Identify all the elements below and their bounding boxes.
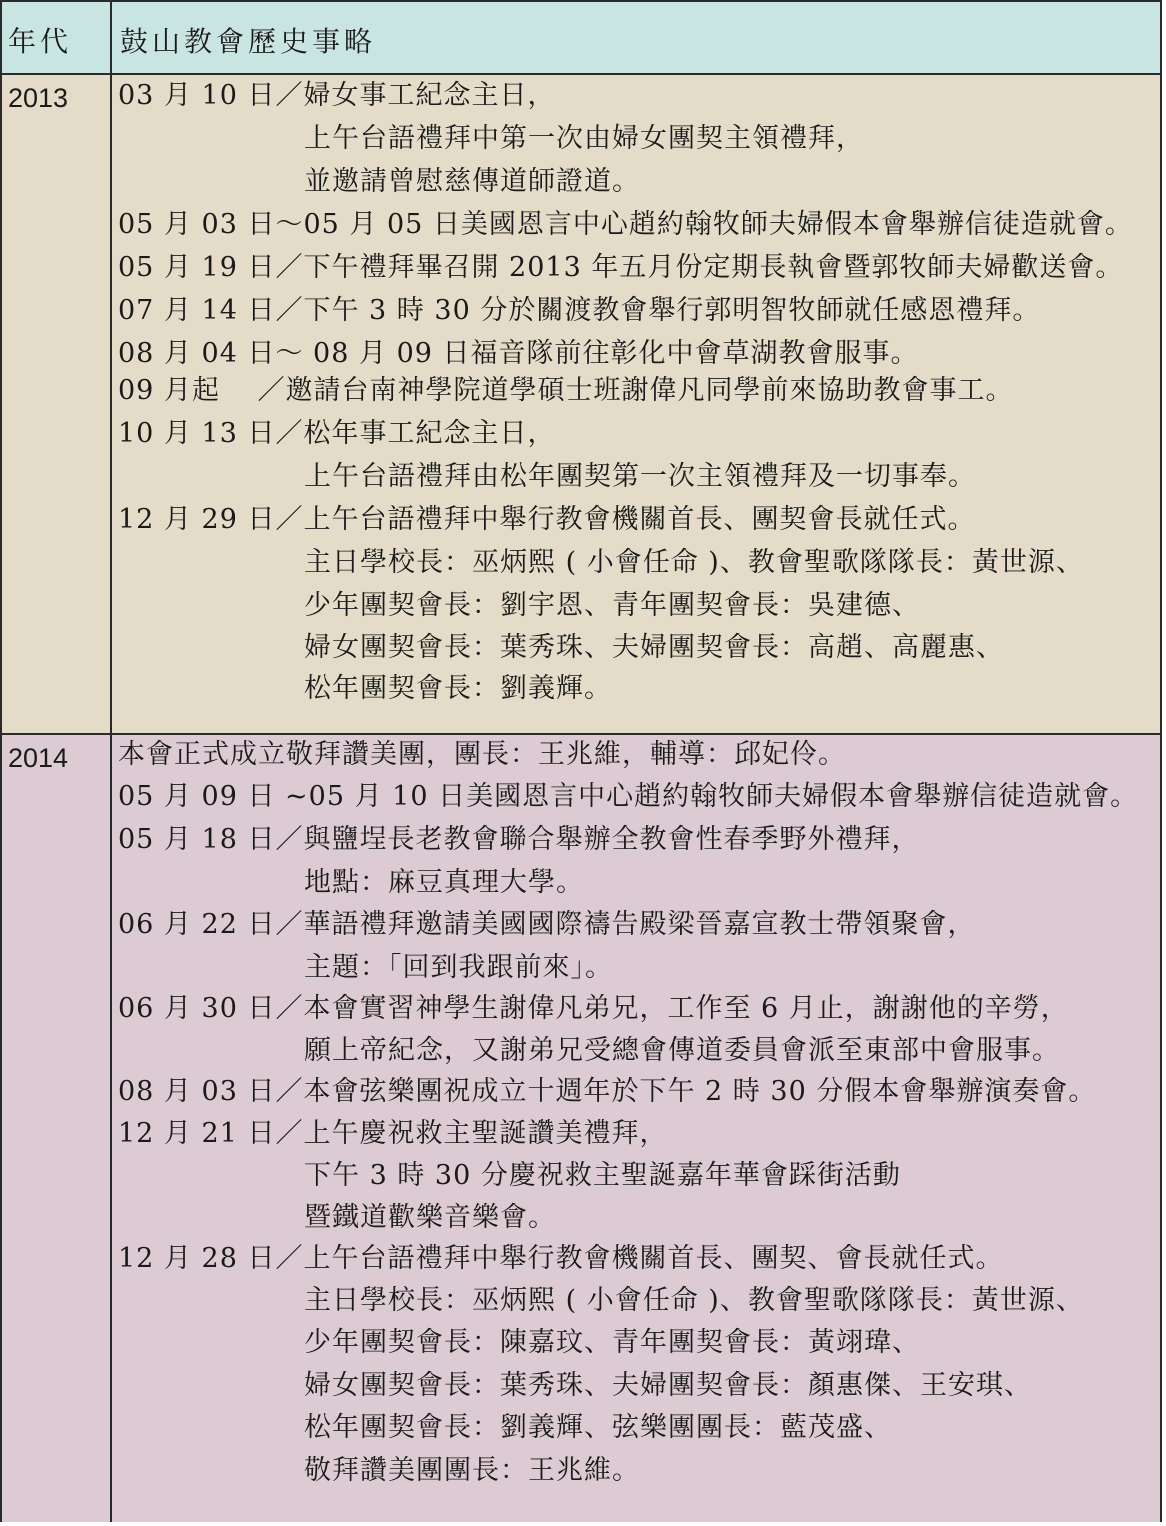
event-line: 05 月 03 日～05 月 05 日美國恩言中心趙約翰牧師夫婦假本會舉辦信徒造就會。 xyxy=(118,209,1133,240)
event-line: 敬拜讚美團團長：王兆維。 xyxy=(304,1455,640,1486)
event-line: 婦女團契會長：葉秀珠、夫婦團契會長：高趙、高麗惠、 xyxy=(304,632,1004,663)
year-label: 2014 xyxy=(8,743,69,773)
event-line: 上午台語禮拜由松年團契第一次主領禮拜及一切事奉。 xyxy=(304,461,976,492)
event-line: 主日學校長：巫炳熙 ( 小會任命 )、教會聖歌隊隊長：黃世源、 xyxy=(304,1285,1084,1316)
year-cell xyxy=(2,75,112,733)
event-line: 婦女團契會長：葉秀珠、夫婦團契會長：顏惠傑、王安琪、 xyxy=(304,1370,1032,1401)
event-line: 主題：「回到我跟前來」。 xyxy=(304,952,613,983)
event-line: 12 月 28 日／上午台語禮拜中舉行教會機關首長、團契、會長就任式。 xyxy=(118,1243,1004,1274)
header-title: 鼓山教會歷史事略 xyxy=(120,25,377,58)
event-line: 松年團契會長：劉義輝。 xyxy=(304,673,612,704)
event-line: 06 月 22 日／華語禮拜邀請美國國際禱告殿梁晉嘉宣教士帶領聚會， xyxy=(118,909,976,940)
event-line: 06 月 30 日／本會實習神學生謝偉凡弟兄，工作至 6 月止，謝謝他的辛勞， xyxy=(118,993,1069,1024)
event-line: 05 月 09 日 ~05 月 10 日美國恩言中心趙約翰牧師夫婦假本會舉辦信徒造就會。 xyxy=(118,781,1139,812)
header-title-cell xyxy=(112,2,1160,73)
events-cell xyxy=(112,75,1160,733)
event-line: 08 月 03 日／本會弦樂團祝成立十週年於下午 2 時 30 分假本會舉辦演奏會。 xyxy=(118,1076,1097,1107)
event-line: 暨鐵道歡樂音樂會。 xyxy=(304,1202,556,1233)
event-line: 並邀請曾慰慈傳道師證道。 xyxy=(304,166,640,197)
event-line: 願上帝紀念，又謝弟兄受總會傳道委員會派至東部中會服事。 xyxy=(304,1035,1060,1066)
year-label: 2013 xyxy=(8,83,69,113)
event-line: 主日學校長：巫炳熙 ( 小會任命 )、教會聖歌隊隊長：黃世源、 xyxy=(304,547,1084,578)
event-line: 08 月 04 日～ 08 月 09 日福音隊前往彰化中會草湖教會服事。 xyxy=(118,338,919,369)
event-line: 上午台語禮拜中第一次由婦女團契主領禮拜， xyxy=(304,123,864,154)
header-year-cell xyxy=(2,2,112,73)
table-row-2013 xyxy=(2,75,1160,735)
header-year-label: 年代 xyxy=(8,25,73,58)
event-line: 03 月 10 日／婦女事工紀念主日， xyxy=(118,80,556,111)
event-line: 地點：麻豆真理大學。 xyxy=(304,867,584,898)
event-line: 下午 3 時 30 分慶祝救主聖誕嘉年華會踩街活動 xyxy=(304,1160,901,1191)
event-line: 12 月 29 日／上午台語禮拜中舉行教會機關首長、團契會長就任式。 xyxy=(118,504,976,535)
events-cell xyxy=(112,735,1160,1522)
event-line: 12 月 21 日／上午慶祝救主聖誕讚美禮拜， xyxy=(118,1118,668,1149)
event-line: 10 月 13 日／松年事工紀念主日， xyxy=(118,418,556,449)
event-line: 07 月 14 日／下午 3 時 30 分於關渡教會舉行郭明智牧師就任感恩禮拜。 xyxy=(118,295,1041,326)
event-line: 本會正式成立敬拜讚美團，團長：王兆維，輔導：邱妃伶。 xyxy=(118,739,846,770)
event-line: 05 月 19 日／下午禮拜畢召開 2013 年五月份定期長執會暨郭牧師夫婦歡送會。 xyxy=(118,252,1124,283)
year-cell xyxy=(2,735,112,1522)
event-line: 05 月 18 日／與鹽埕長老教會聯合舉辦全教會性春季野外禮拜， xyxy=(118,824,920,855)
event-line: 少年團契會長：陳嘉玟、青年團契會長：黃翊瑋、 xyxy=(304,1327,920,1358)
table-header-row xyxy=(2,2,1160,75)
table-row-2014 xyxy=(2,735,1160,1522)
event-line: 09 月起 ／邀請台南神學院道學碩士班謝偉凡同學前來協助教會事工。 xyxy=(118,375,1014,406)
event-line: 松年團契會長：劉義輝、弦樂團團長：藍茂盛、 xyxy=(304,1412,892,1443)
event-line: 少年團契會長：劉宇恩、青年團契會長：吳建德、 xyxy=(304,590,920,621)
